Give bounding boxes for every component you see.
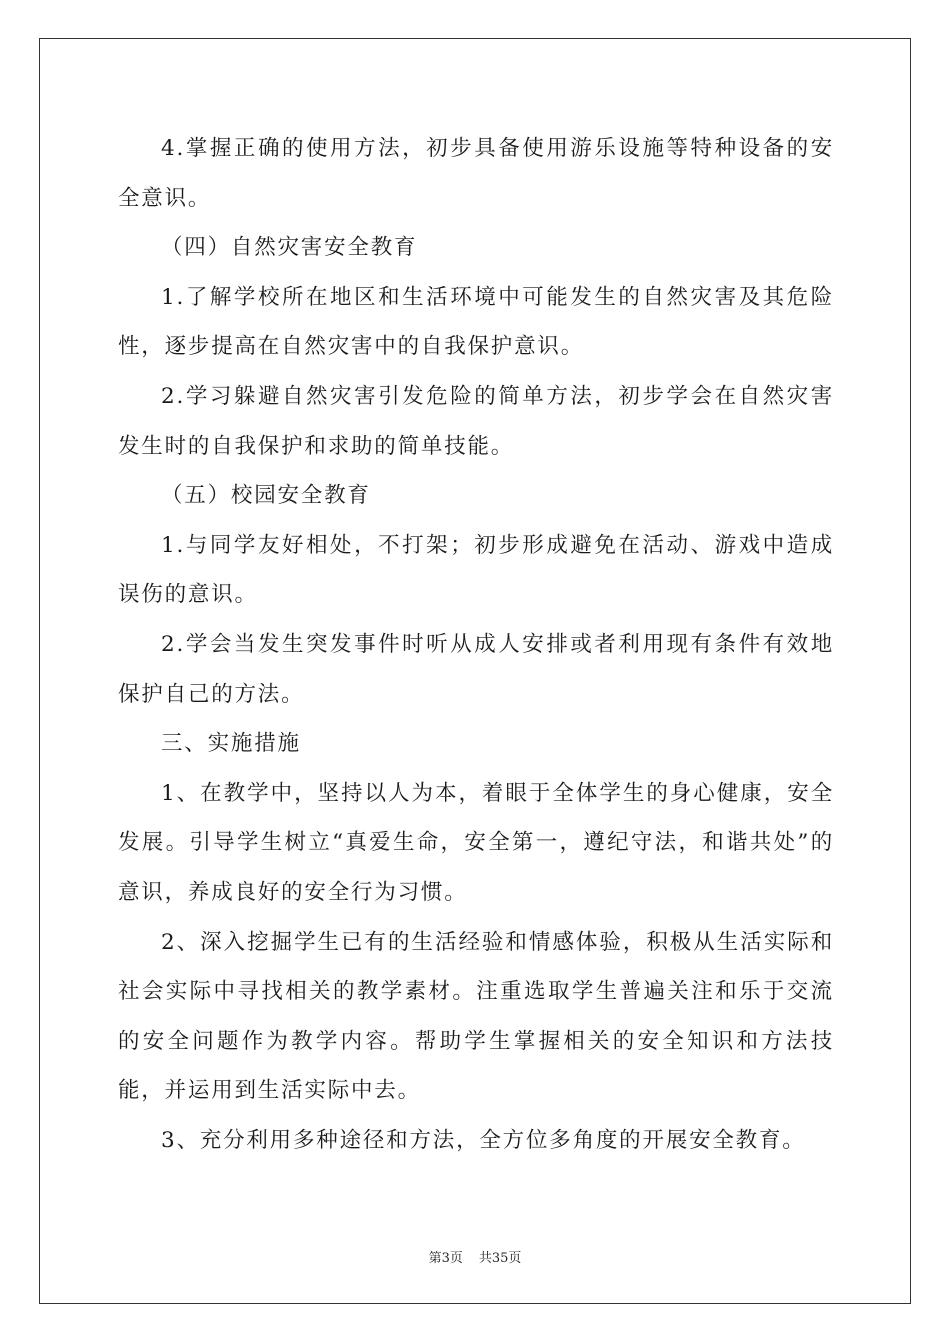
paragraph: 2、深入挖掘学生已有的生活经验和情感体验，积极从生活实际和社会实际中寻找相关的教学素材。注重选取学生普遍关注和乐于交流的安全问题作为教学内容。帮助学生掌握相关的安全知识和方法技能，并运用到生活实际中去。	[118, 929, 834, 1104]
paragraph: 1、在教学中，坚持以人为本，着眼于全体学生的身心健康，安全发展。引导学生树立“真爱生命，安全第一，遵纪守法，和谐共处”的意识，养成良好的安全行为习惯。	[118, 780, 834, 905]
page-footer	[0, 1247, 950, 1266]
paragraph: 2.学习躲避自然灾害引发危险的简单方法，初步学会在自然灾害发生时的自我保护和求助的简单技能。	[118, 383, 834, 459]
current-page-number: 第3页	[428, 1251, 463, 1266]
paragraph: 2.学会当发生突发事件时听从成人安排或者利用现有条件有效地保护自己的方法。	[118, 631, 834, 707]
document-body	[118, 124, 834, 1165]
section-heading: （四）自然灾害安全教育	[161, 235, 418, 261]
section-heading: 三、实施措施	[161, 731, 301, 757]
section-heading: （五）校园安全教育	[161, 483, 371, 509]
paragraph: 4.掌握正确的使用方法，初步具备使用游乐设施等特种设备的安全意识。	[118, 136, 834, 211]
total-pages: 共35页	[478, 1251, 522, 1266]
paragraph: 3、充分利用多种途径和方法，全方位多角度的开展安全教育。	[161, 1127, 806, 1153]
paragraph: 1.与同学友好相处，不打架；初步形成避免在活动、游戏中造成误伤的意识。	[118, 532, 834, 608]
paragraph: 1.了解学校所在地区和生活环境中可能发生的自然灾害及其危险性，逐步提高在自然灾害中的自我保护意识。	[118, 284, 834, 360]
